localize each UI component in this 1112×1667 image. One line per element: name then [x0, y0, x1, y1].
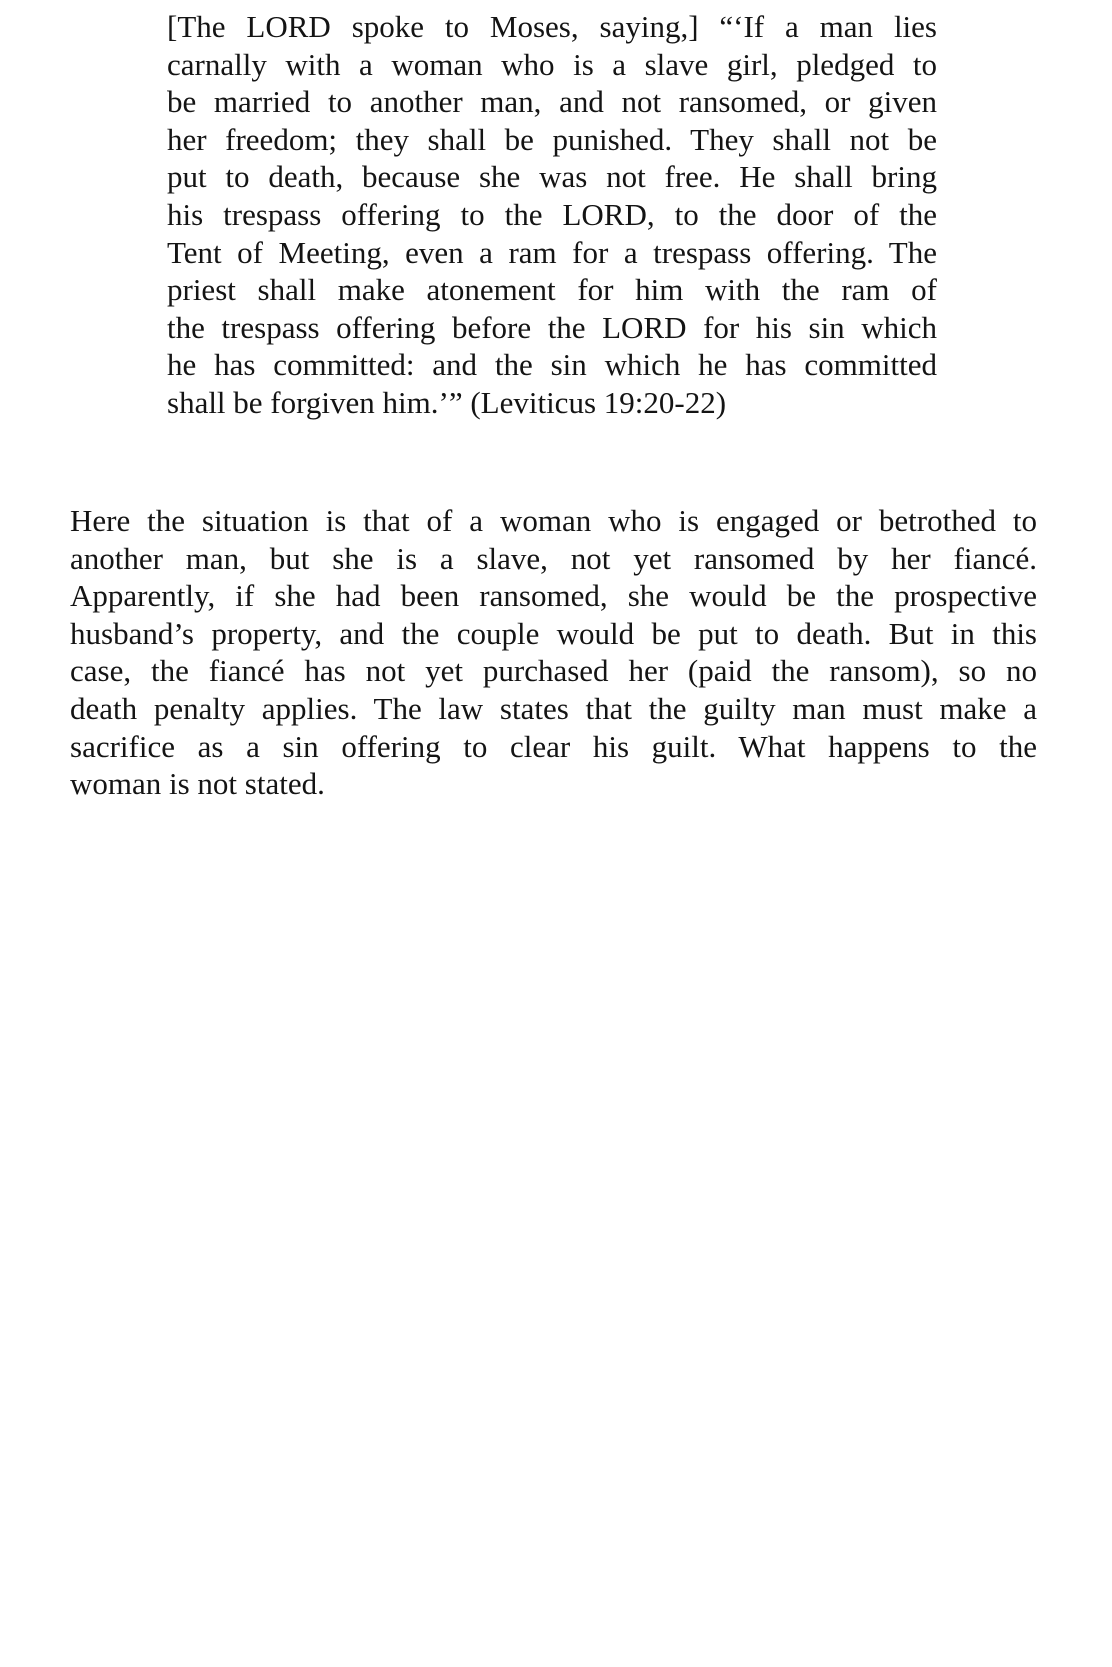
text-line: [The LORD spoke to Moses, saying,] “‘If a man lies — [167, 9, 937, 44]
text-line: death penalty applies. The law states that the guilty man must make a — [70, 690, 1037, 726]
text-line: priest shall make atonement for him with the ram of — [167, 272, 937, 308]
commentary-paragraph — [70, 502, 1037, 803]
text-line: Apparently, if she had been ransomed, she would be the prospective — [70, 578, 1037, 614]
text-line: the trespass offering before the LORD for his sin which — [167, 309, 937, 345]
text-line: Tent of Meeting, even a ram for a trespass offering. The — [167, 234, 937, 270]
scripture-block-quote — [167, 8, 937, 422]
text-line: put to death, because she was not free. He shall bring — [167, 159, 937, 195]
text-line: woman is not stated. — [70, 766, 325, 802]
text-line: her freedom; they shall be punished. They shall not be — [167, 121, 937, 157]
text-line: sacrifice as a sin offering to clear his guilt. What happens to the — [70, 728, 1037, 764]
text-line: another man, but she is a slave, not yet ransomed by her fiancé. — [70, 540, 1037, 576]
text-line: he has committed: and the sin which he has committed — [167, 347, 937, 383]
text-line: Here the situation is that of a woman who is engaged or betrothed to — [70, 503, 1037, 538]
text-line: his trespass offering to the LORD, to the door of the — [167, 196, 937, 232]
text-line: carnally with a woman who is a slave girl, pledged to — [167, 46, 937, 82]
text-line: husband’s property, and the couple would be put to death. But in this — [70, 615, 1037, 651]
text-line: case, the fiancé has not yet purchased her (paid the ransom), so no — [70, 653, 1037, 689]
text-line: be married to another man, and not ransomed, or given — [167, 84, 937, 120]
text-line: shall be forgiven him.’” (Leviticus 19:20-22) — [167, 384, 727, 420]
